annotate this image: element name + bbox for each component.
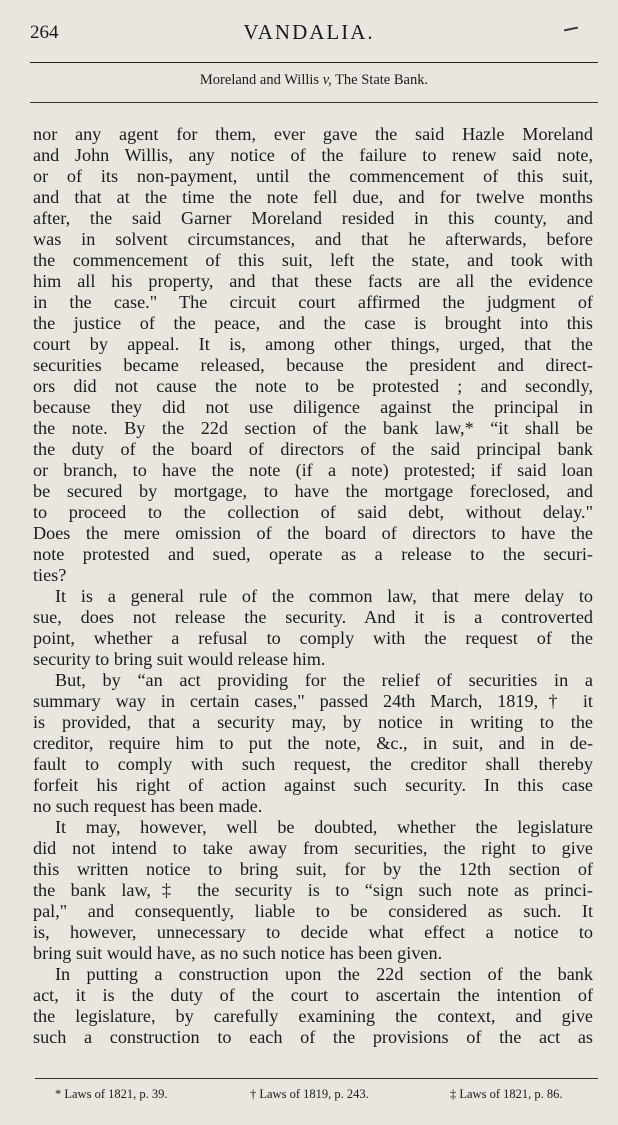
text-line: the justice of the peace, and the case is brought into this	[33, 313, 593, 333]
text-line: the commencement of this suit, left the state, and took with	[33, 250, 593, 270]
case-title-before: Moreland and Willis	[199, 72, 323, 88]
text-line: did not intend to take away from securities, the right to give	[33, 838, 593, 858]
text-line: court by appeal. It is, among other things, urged, that the	[33, 334, 593, 354]
text-line: ties?	[33, 565, 67, 585]
text-line: note protested and sued, operate as a release to the securi-	[33, 544, 593, 564]
text-line: is, however, unnecessary to decide what effect a notice to	[33, 922, 593, 942]
footnote-1: * Laws of 1821, p. 39.	[55, 1087, 168, 1101]
text-line: the bank law,‡ the security is to “sign such note as princi-	[33, 880, 593, 900]
text-line: It is a general rule of the common law, that mere delay to	[55, 586, 593, 606]
text-line: is provided, that a security may, by notice in writing to the	[33, 712, 593, 732]
text-line: and John Willis, any notice of the failure to renew said note,	[33, 145, 593, 165]
text-line: or of its non-payment, until the commencement of this suit,	[33, 166, 593, 186]
body-text	[33, 124, 593, 1048]
text-line: to proceed to the collection of said debt, without delay."	[33, 502, 593, 522]
text-line: be secured by mortgage, to have the mortgage foreclosed, and	[33, 481, 593, 501]
text-line: no such request has been made.	[33, 796, 263, 816]
case-title	[30, 72, 598, 89]
text-line: point, whether a refusal to comply with the request of the	[33, 628, 593, 648]
text-line: forfeit his right of action against such security. In this case	[33, 775, 593, 795]
text-line: pal," and consequently, liable to be considered as such. It	[33, 901, 593, 921]
text-line: such a construction to each of the provisions of the act as	[33, 1027, 593, 1047]
text-line: bring suit would have, as no such notice has been given.	[33, 943, 443, 963]
running-title: VANDALIA.	[243, 20, 375, 44]
text-line: But, by “an act providing for the relief of securities in a	[55, 670, 593, 690]
text-line: fault to comply with such request, the creditor shall thereby	[33, 754, 593, 774]
text-line: was in solvent circumstances, and that he afterwards, before	[33, 229, 593, 249]
footnote-3: ‡ Laws of 1821, p. 86.	[450, 1087, 563, 1101]
text-line: act, it is the duty of the court to ascertain the intention of	[33, 985, 593, 1005]
page-number: 264	[30, 22, 59, 43]
text-line: after, the said Garner Moreland resided in this county, and	[33, 208, 593, 228]
text-line: the note. By the 22d section of the bank law,* “it shall be	[33, 418, 593, 438]
text-line: security to bring suit would release him.	[33, 649, 326, 669]
header-rule	[30, 62, 598, 63]
text-line: sue, does not release the security. And it is a controverted	[33, 607, 593, 627]
text-line: because they did not use diligence against the principal in	[33, 397, 593, 417]
text-line: or branch, to have the note (if a note) protested; if said loan	[33, 460, 593, 480]
text-line: summary way in certain cases," passed 24th March, 1819,† it	[33, 691, 593, 711]
text-line: It may, however, well be doubted, whether the legislature	[55, 817, 593, 837]
text-line: ors did not cause the note to be protested ; and secondly,	[33, 376, 593, 396]
text-line: creditor, require him to put the note, &c., in suit, and in de-	[33, 733, 593, 753]
text-line: the legislature, by carefully examining the context, and give	[33, 1006, 593, 1026]
text-line: in the case." The circuit court affirmed the judgment of	[33, 292, 593, 312]
text-line: the duty of the board of directors of the said principal bank	[33, 439, 593, 459]
text-line: this written notice to bring suit, for by the 12th section of	[33, 859, 593, 879]
case-title-versus: v,	[322, 72, 332, 88]
running-head	[30, 20, 588, 50]
text-line: securities became released, because the president and direct-	[33, 355, 593, 375]
case-title-after: The State Bank.	[331, 72, 429, 88]
text-line: In putting a construction upon the 22d section of the bank	[55, 964, 593, 984]
text-line: Does the mere omission of the board of directors to have the	[33, 523, 593, 543]
text-line: nor any agent for them, ever gave the said Hazle Moreland	[33, 124, 593, 144]
footnote-2: † Laws of 1819, p. 243.	[250, 1087, 369, 1101]
title-rule	[30, 102, 598, 103]
footnote-rule	[35, 1078, 598, 1079]
text-line: him all his property, and that these facts are all the evidence	[33, 271, 593, 291]
text-line: and that at the time the note fell due, and for twelve months	[33, 187, 593, 207]
